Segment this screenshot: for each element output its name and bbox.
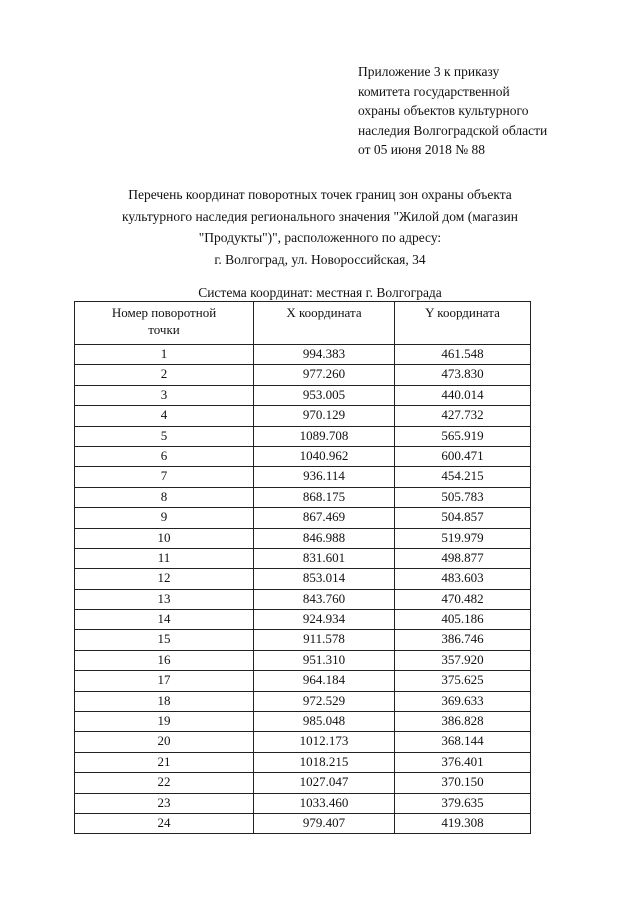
header-point-number [75, 302, 254, 345]
point-number-cell: 16 [75, 650, 254, 670]
point-number-cell: 19 [75, 712, 254, 732]
table-row [75, 569, 531, 589]
x-coordinate-cell: 846.988 [254, 528, 395, 548]
y-coordinate-cell: 419.308 [395, 813, 531, 833]
y-coordinate-cell: 370.150 [395, 773, 531, 793]
table-row [75, 365, 531, 385]
y-coordinate-cell: 375.625 [395, 671, 531, 691]
point-number-cell: 5 [75, 426, 254, 446]
point-number-cell: 6 [75, 446, 254, 466]
title-line: Перечень координат поворотных точек границ зон охраны объекта [128, 187, 512, 202]
table-row [75, 793, 531, 813]
y-coordinate-cell: 505.783 [395, 487, 531, 507]
y-coordinate-cell: 519.979 [395, 528, 531, 548]
header-point-line1: Номер поворотной [111, 305, 217, 320]
table-row [75, 467, 531, 487]
point-number-cell: 15 [75, 630, 254, 650]
table-row [75, 732, 531, 752]
x-coordinate-cell: 924.934 [254, 610, 395, 630]
point-number-cell: 11 [75, 548, 254, 568]
table-row [75, 508, 531, 528]
y-coordinate-cell: 473.830 [395, 365, 531, 385]
x-coordinate-cell: 953.005 [254, 385, 395, 405]
point-number-cell: 23 [75, 793, 254, 813]
appendix-line: наследия Волгоградской области [358, 122, 548, 138]
y-coordinate-cell: 470.482 [395, 589, 531, 609]
y-coordinate-cell: 440.014 [395, 385, 531, 405]
y-coordinate-cell: 498.877 [395, 548, 531, 568]
y-coordinate-cell: 386.828 [395, 712, 531, 732]
x-coordinate-cell: 1012.173 [254, 732, 395, 752]
point-number-cell: 17 [75, 671, 254, 691]
point-number-cell: 22 [75, 773, 254, 793]
point-number-cell: 7 [75, 467, 254, 487]
appendix-line: от 05 июня 2018 № 88 [358, 142, 485, 157]
table-row [75, 446, 531, 466]
table-header-row [75, 302, 531, 345]
y-coordinate-cell: 369.633 [395, 691, 531, 711]
table-row [75, 426, 531, 446]
y-coordinate-cell: 379.635 [395, 793, 531, 813]
point-number-cell: 14 [75, 610, 254, 630]
x-coordinate-cell: 868.175 [254, 487, 395, 507]
point-number-cell: 4 [75, 406, 254, 426]
x-coordinate-cell: 831.601 [254, 548, 395, 568]
x-coordinate-cell: 1018.215 [254, 752, 395, 772]
header-point-line2: точки [148, 322, 180, 337]
point-number-cell: 20 [75, 732, 254, 752]
table-row [75, 712, 531, 732]
point-number-cell: 2 [75, 365, 254, 385]
table-body [75, 345, 531, 834]
x-coordinate-cell: 964.184 [254, 671, 395, 691]
point-number-cell: 21 [75, 752, 254, 772]
table-row [75, 752, 531, 772]
point-number-cell: 1 [75, 345, 254, 365]
appendix-line: Приложение 3 к приказу [358, 64, 500, 79]
y-coordinate-cell: 565.919 [395, 426, 531, 446]
table-row [75, 385, 531, 405]
x-coordinate-cell: 1040.962 [254, 446, 395, 466]
table-row [75, 610, 531, 630]
appendix-line: комитета государственной [358, 83, 510, 99]
y-coordinate-cell: 600.471 [395, 446, 531, 466]
y-coordinate-cell: 376.401 [395, 752, 531, 772]
title-line: культурного наследия регионального значения "Жилой дом (магазин [122, 208, 518, 224]
point-number-cell: 18 [75, 691, 254, 711]
table-row [75, 773, 531, 793]
document-title [40, 184, 600, 270]
table-row [75, 813, 531, 833]
point-number-cell: 13 [75, 589, 254, 609]
point-number-cell: 24 [75, 813, 254, 833]
x-coordinate-cell: 1033.460 [254, 793, 395, 813]
table-row [75, 528, 531, 548]
x-coordinate-cell: 867.469 [254, 508, 395, 528]
y-coordinate-cell: 427.732 [395, 406, 531, 426]
title-line: "Продукты")", расположенного по адресу: [198, 230, 442, 245]
x-coordinate-cell: 972.529 [254, 691, 395, 711]
header-x-coordinate: X координата [254, 302, 395, 345]
x-coordinate-cell: 843.760 [254, 589, 395, 609]
title-line: г. Волгоград, ул. Новороссийская, 34 [214, 251, 426, 267]
y-coordinate-cell: 368.144 [395, 732, 531, 752]
x-coordinate-cell: 936.114 [254, 467, 395, 487]
x-coordinate-cell: 977.260 [254, 365, 395, 385]
coordinate-system-caption: Система координат: местная г. Волгограда [198, 285, 442, 300]
y-coordinate-cell: 405.186 [395, 610, 531, 630]
y-coordinate-cell: 461.548 [395, 345, 531, 365]
table-row [75, 671, 531, 691]
point-number-cell: 12 [75, 569, 254, 589]
y-coordinate-cell: 357.920 [395, 650, 531, 670]
x-coordinate-cell: 911.578 [254, 630, 395, 650]
y-coordinate-cell: 483.603 [395, 569, 531, 589]
x-coordinate-cell: 853.014 [254, 569, 395, 589]
x-coordinate-cell: 1089.708 [254, 426, 395, 446]
table-row [75, 589, 531, 609]
appendix-header [358, 62, 618, 160]
x-coordinate-cell: 979.407 [254, 813, 395, 833]
y-coordinate-cell: 504.857 [395, 508, 531, 528]
appendix-line: охраны объектов культурного [358, 103, 529, 118]
y-coordinate-cell: 386.746 [395, 630, 531, 650]
x-coordinate-cell: 985.048 [254, 712, 395, 732]
table-row [75, 548, 531, 568]
table-row [75, 487, 531, 507]
x-coordinate-cell: 994.383 [254, 345, 395, 365]
table-row [75, 630, 531, 650]
x-coordinate-cell: 951.310 [254, 650, 395, 670]
table-row [75, 650, 531, 670]
point-number-cell: 10 [75, 528, 254, 548]
point-number-cell: 9 [75, 508, 254, 528]
x-coordinate-cell: 970.129 [254, 406, 395, 426]
x-coordinate-cell: 1027.047 [254, 773, 395, 793]
table-row [75, 406, 531, 426]
table-row [75, 691, 531, 711]
table-row [75, 345, 531, 365]
coordinates-table [74, 301, 531, 834]
point-number-cell: 3 [75, 385, 254, 405]
point-number-cell: 8 [75, 487, 254, 507]
header-y-coordinate: Y координата [395, 302, 531, 345]
y-coordinate-cell: 454.215 [395, 467, 531, 487]
